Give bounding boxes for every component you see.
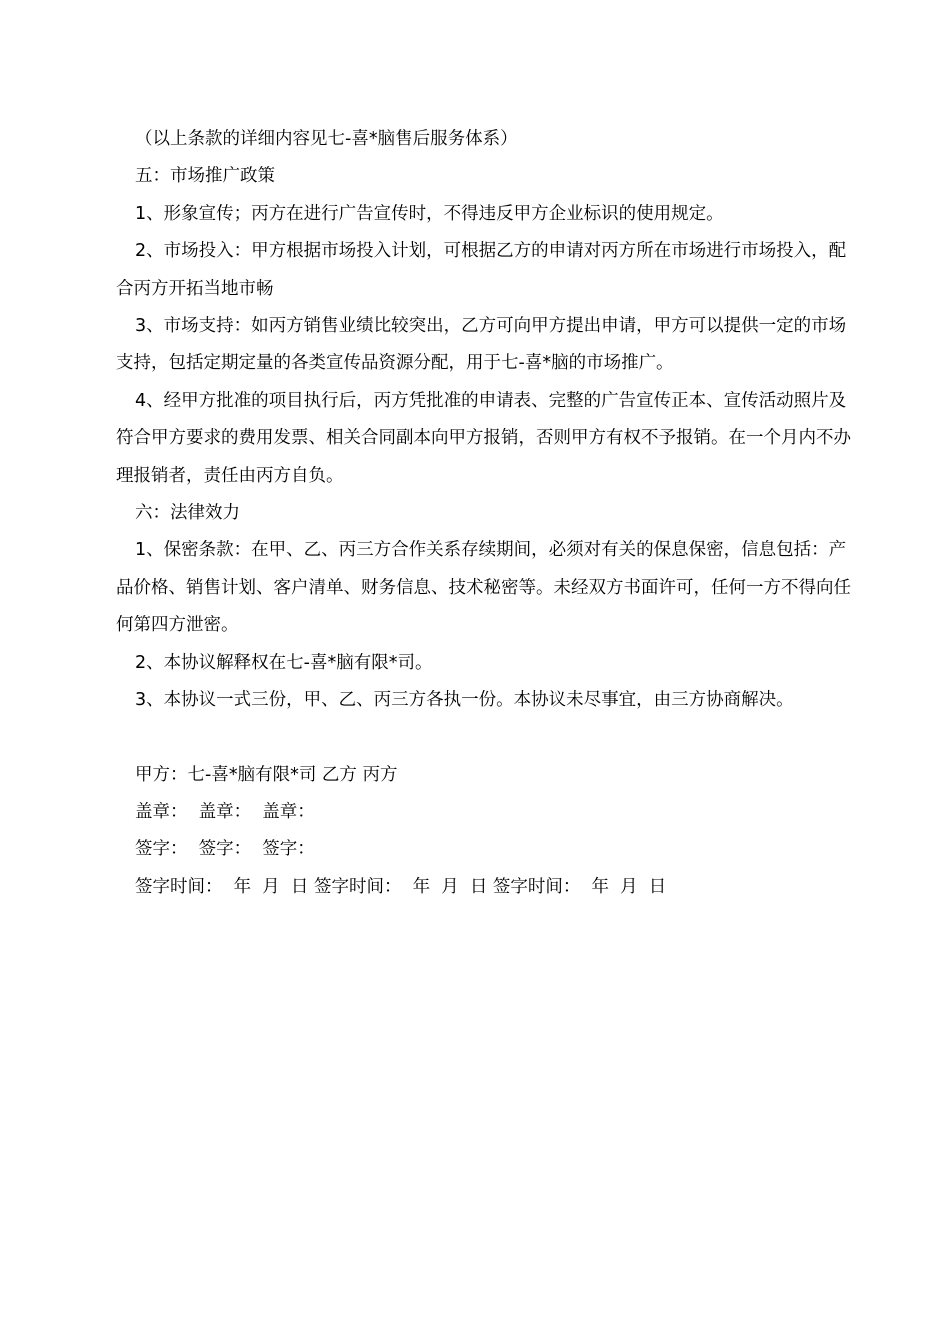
item-5-3: 3、市场支持：如丙方销售业绩比较突出，乙方可向甲方提出申请，甲方可以提供一定的市场支持，包括定期定量的各类宣传品资源分配，用于七-喜*脑的市场推广。 [116, 316, 847, 374]
signature-parties: 甲方：七-喜*脑有限*司 乙方 丙方 [135, 764, 398, 785]
item-5-1: 1、形象宣传；丙方在进行广告宣传时，不得违反甲方企业标识的使用规定。 [135, 203, 724, 224]
section-6-title: 六：法律效力 [135, 503, 240, 524]
section-5-title: 五：市场推广政策 [135, 166, 275, 187]
signature-signs: 签字： 签字： 签字： [135, 839, 315, 860]
note-line: （以上条款的详细内容见七-喜*脑售后服务体系） [135, 129, 518, 149]
item-6-2: 2、本协议解释权在七-喜*脑有限*司。 [135, 652, 433, 673]
item-5-2: 2、市场投入：甲方根据市场投入计划，可根据乙方的申请对丙方所在市场进行市场投入，配合丙方开拓当地市畅 [116, 241, 847, 299]
item-6-3: 3、本协议一式三份，甲、乙、丙三方各执一份。本协议未尽事宜，由三方协商解决。 [135, 690, 794, 711]
signature-dates: 签字时间： 年 月 日 签字时间： 年 月 日 签字时间： 年 月 日 [135, 876, 667, 897]
signature-block [116, 757, 856, 907]
blank-gap [116, 720, 856, 757]
signature-seals: 盖章： 盖章： 盖章： [135, 801, 315, 822]
item-6-1: 1、保密条款：在甲、乙、丙三方合作关系存续期间，必须对有关的保息保密，信息包括：产品价格、销售计划、客户清单、财务信息、技术秘密等。未经双方书面许可，任何一方不得向任何第四方泄密。 [116, 540, 851, 636]
item-5-4: 4、经甲方批准的项目执行后，丙方凭批准的申请表、完整的广告宣传正本、宣传活动照片及符合甲方要求的费用发票、相关合同副本向甲方报销，否则甲方有权不予报销。在一个月内不办理报销者，责任由丙方自负。 [116, 390, 851, 486]
document-body [116, 121, 856, 906]
